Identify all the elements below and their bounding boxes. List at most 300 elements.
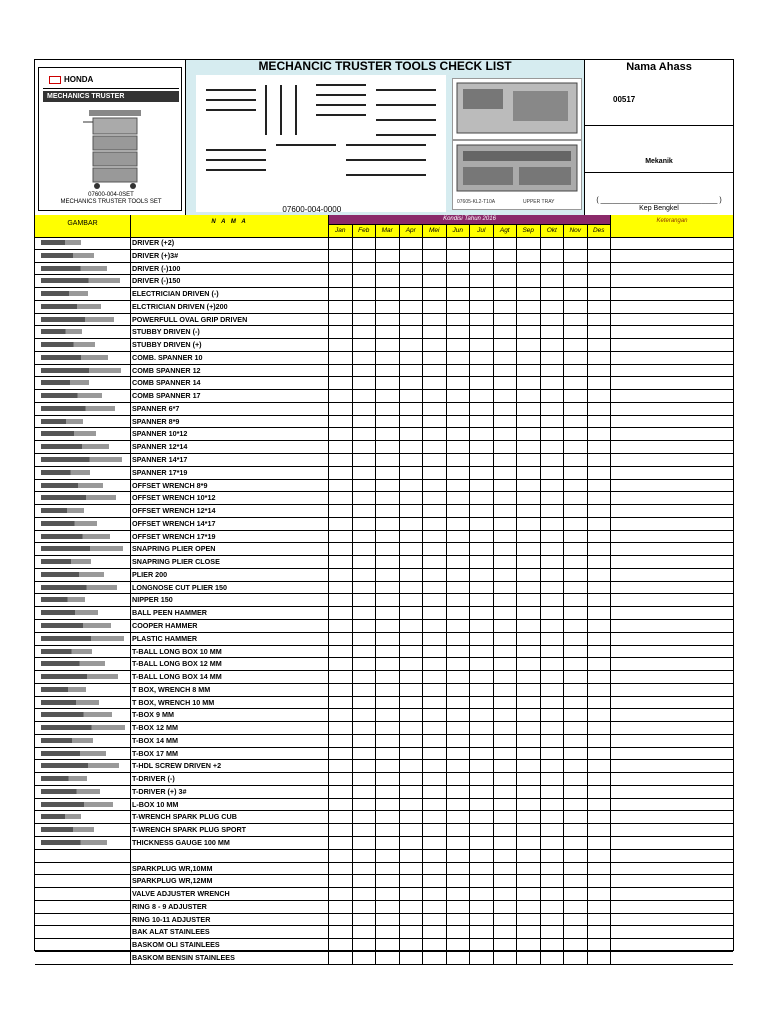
keterangan-cell[interactable] <box>611 620 733 632</box>
keterangan-cell[interactable] <box>611 582 733 594</box>
month-check-cell[interactable] <box>470 760 494 772</box>
month-check-cell[interactable] <box>353 301 377 313</box>
month-check-cell[interactable] <box>517 454 541 466</box>
month-check-cell[interactable] <box>329 926 353 938</box>
month-check-cell[interactable] <box>541 926 565 938</box>
keterangan-cell[interactable] <box>611 428 733 440</box>
month-check-cell[interactable] <box>541 275 565 287</box>
month-check-cell[interactable] <box>423 658 447 670</box>
month-check-cell[interactable] <box>376 888 400 900</box>
month-check-cell[interactable] <box>447 620 471 632</box>
month-check-cell[interactable] <box>353 799 377 811</box>
month-check-cell[interactable] <box>400 569 424 581</box>
month-check-cell[interactable] <box>588 454 612 466</box>
month-check-cell[interactable] <box>353 556 377 568</box>
month-check-cell[interactable] <box>494 863 518 875</box>
month-check-cell[interactable] <box>329 288 353 300</box>
keterangan-cell[interactable] <box>611 773 733 785</box>
month-check-cell[interactable] <box>517 952 541 964</box>
month-check-cell[interactable] <box>588 377 612 389</box>
month-check-cell[interactable] <box>353 850 377 862</box>
month-check-cell[interactable] <box>541 403 565 415</box>
keterangan-cell[interactable] <box>611 263 733 275</box>
month-check-cell[interactable] <box>423 531 447 543</box>
month-check-cell[interactable] <box>564 582 588 594</box>
month-check-cell[interactable] <box>376 658 400 670</box>
month-check-cell[interactable] <box>494 569 518 581</box>
month-check-cell[interactable] <box>376 952 400 964</box>
month-check-cell[interactable] <box>470 658 494 670</box>
month-check-cell[interactable] <box>329 773 353 785</box>
month-check-cell[interactable] <box>494 454 518 466</box>
month-check-cell[interactable] <box>494 875 518 887</box>
month-check-cell[interactable] <box>564 403 588 415</box>
keterangan-cell[interactable] <box>611 339 733 351</box>
month-check-cell[interactable] <box>494 646 518 658</box>
month-check-cell[interactable] <box>400 863 424 875</box>
month-check-cell[interactable] <box>541 875 565 887</box>
month-check-cell[interactable] <box>329 760 353 772</box>
month-check-cell[interactable] <box>494 518 518 530</box>
month-check-cell[interactable] <box>376 901 400 913</box>
month-check-cell[interactable] <box>353 531 377 543</box>
month-check-cell[interactable] <box>353 288 377 300</box>
month-check-cell[interactable] <box>588 773 612 785</box>
month-check-cell[interactable] <box>541 531 565 543</box>
month-check-cell[interactable] <box>517 467 541 479</box>
month-check-cell[interactable] <box>400 914 424 926</box>
month-check-cell[interactable] <box>353 709 377 721</box>
month-check-cell[interactable] <box>517 339 541 351</box>
keterangan-cell[interactable] <box>611 658 733 670</box>
month-check-cell[interactable] <box>494 760 518 772</box>
month-check-cell[interactable] <box>517 646 541 658</box>
month-check-cell[interactable] <box>376 811 400 823</box>
month-check-cell[interactable] <box>470 620 494 632</box>
month-check-cell[interactable] <box>588 365 612 377</box>
month-check-cell[interactable] <box>423 760 447 772</box>
month-check-cell[interactable] <box>541 939 565 951</box>
month-check-cell[interactable] <box>447 314 471 326</box>
month-check-cell[interactable] <box>423 467 447 479</box>
keterangan-cell[interactable] <box>611 875 733 887</box>
month-check-cell[interactable] <box>423 314 447 326</box>
month-check-cell[interactable] <box>470 339 494 351</box>
month-check-cell[interactable] <box>517 250 541 262</box>
month-check-cell[interactable] <box>447 760 471 772</box>
month-check-cell[interactable] <box>470 326 494 338</box>
month-check-cell[interactable] <box>376 301 400 313</box>
month-check-cell[interactable] <box>353 837 377 849</box>
month-check-cell[interactable] <box>517 263 541 275</box>
month-check-cell[interactable] <box>588 301 612 313</box>
month-check-cell[interactable] <box>400 326 424 338</box>
month-check-cell[interactable] <box>423 875 447 887</box>
month-check-cell[interactable] <box>541 518 565 530</box>
month-check-cell[interactable] <box>329 428 353 440</box>
month-check-cell[interactable] <box>541 428 565 440</box>
month-check-cell[interactable] <box>423 926 447 938</box>
month-check-cell[interactable] <box>423 748 447 760</box>
month-check-cell[interactable] <box>423 863 447 875</box>
month-check-cell[interactable] <box>494 352 518 364</box>
month-check-cell[interactable] <box>400 850 424 862</box>
month-check-cell[interactable] <box>447 569 471 581</box>
month-check-cell[interactable] <box>400 594 424 606</box>
month-check-cell[interactable] <box>400 671 424 683</box>
month-check-cell[interactable] <box>541 760 565 772</box>
month-check-cell[interactable] <box>517 390 541 402</box>
month-check-cell[interactable] <box>376 607 400 619</box>
month-check-cell[interactable] <box>470 569 494 581</box>
month-check-cell[interactable] <box>423 505 447 517</box>
month-check-cell[interactable] <box>494 390 518 402</box>
month-check-cell[interactable] <box>588 314 612 326</box>
month-check-cell[interactable] <box>353 914 377 926</box>
month-check-cell[interactable] <box>376 237 400 249</box>
month-check-cell[interactable] <box>423 837 447 849</box>
month-check-cell[interactable] <box>447 735 471 747</box>
month-check-cell[interactable] <box>353 441 377 453</box>
month-check-cell[interactable] <box>541 646 565 658</box>
month-check-cell[interactable] <box>494 658 518 670</box>
month-check-cell[interactable] <box>470 377 494 389</box>
month-check-cell[interactable] <box>494 888 518 900</box>
keterangan-cell[interactable] <box>611 594 733 606</box>
month-check-cell[interactable] <box>329 658 353 670</box>
month-check-cell[interactable] <box>564 863 588 875</box>
month-check-cell[interactable] <box>329 569 353 581</box>
month-check-cell[interactable] <box>588 582 612 594</box>
month-check-cell[interactable] <box>588 518 612 530</box>
month-check-cell[interactable] <box>329 518 353 530</box>
month-check-cell[interactable] <box>564 748 588 760</box>
month-check-cell[interactable] <box>423 888 447 900</box>
keterangan-cell[interactable] <box>611 607 733 619</box>
month-check-cell[interactable] <box>564 850 588 862</box>
month-check-cell[interactable] <box>400 543 424 555</box>
month-check-cell[interactable] <box>517 416 541 428</box>
month-check-cell[interactable] <box>470 888 494 900</box>
month-check-cell[interactable] <box>329 697 353 709</box>
month-check-cell[interactable] <box>470 301 494 313</box>
month-check-cell[interactable] <box>376 403 400 415</box>
month-check-cell[interactable] <box>470 250 494 262</box>
month-check-cell[interactable] <box>541 556 565 568</box>
month-check-cell[interactable] <box>376 339 400 351</box>
month-check-cell[interactable] <box>376 454 400 466</box>
month-check-cell[interactable] <box>353 390 377 402</box>
month-check-cell[interactable] <box>400 314 424 326</box>
month-check-cell[interactable] <box>329 301 353 313</box>
month-check-cell[interactable] <box>564 875 588 887</box>
month-check-cell[interactable] <box>400 735 424 747</box>
month-check-cell[interactable] <box>400 467 424 479</box>
month-check-cell[interactable] <box>494 326 518 338</box>
keterangan-cell[interactable] <box>611 633 733 645</box>
month-check-cell[interactable] <box>494 620 518 632</box>
keterangan-cell[interactable] <box>611 390 733 402</box>
month-check-cell[interactable] <box>329 352 353 364</box>
month-check-cell[interactable] <box>541 888 565 900</box>
month-check-cell[interactable] <box>400 288 424 300</box>
month-check-cell[interactable] <box>494 594 518 606</box>
month-check-cell[interactable] <box>470 237 494 249</box>
month-check-cell[interactable] <box>588 888 612 900</box>
month-check-cell[interactable] <box>588 607 612 619</box>
month-check-cell[interactable] <box>494 480 518 492</box>
month-check-cell[interactable] <box>470 288 494 300</box>
month-check-cell[interactable] <box>353 671 377 683</box>
month-check-cell[interactable] <box>494 811 518 823</box>
month-check-cell[interactable] <box>447 939 471 951</box>
month-check-cell[interactable] <box>517 837 541 849</box>
keterangan-cell[interactable] <box>611 811 733 823</box>
month-check-cell[interactable] <box>423 684 447 696</box>
month-check-cell[interactable] <box>494 492 518 504</box>
month-check-cell[interactable] <box>541 543 565 555</box>
month-check-cell[interactable] <box>329 735 353 747</box>
month-check-cell[interactable] <box>423 339 447 351</box>
month-check-cell[interactable] <box>588 748 612 760</box>
keterangan-cell[interactable] <box>611 365 733 377</box>
month-check-cell[interactable] <box>447 250 471 262</box>
month-check-cell[interactable] <box>588 722 612 734</box>
month-check-cell[interactable] <box>376 786 400 798</box>
month-check-cell[interactable] <box>353 543 377 555</box>
month-check-cell[interactable] <box>564 735 588 747</box>
month-check-cell[interactable] <box>400 760 424 772</box>
month-check-cell[interactable] <box>447 684 471 696</box>
keterangan-cell[interactable] <box>611 531 733 543</box>
month-check-cell[interactable] <box>353 505 377 517</box>
month-check-cell[interactable] <box>470 556 494 568</box>
month-check-cell[interactable] <box>376 926 400 938</box>
month-check-cell[interactable] <box>423 811 447 823</box>
month-check-cell[interactable] <box>541 467 565 479</box>
month-check-cell[interactable] <box>353 760 377 772</box>
month-check-cell[interactable] <box>588 875 612 887</box>
month-check-cell[interactable] <box>353 352 377 364</box>
month-check-cell[interactable] <box>470 875 494 887</box>
month-check-cell[interactable] <box>353 467 377 479</box>
month-check-cell[interactable] <box>517 441 541 453</box>
month-check-cell[interactable] <box>400 952 424 964</box>
keterangan-cell[interactable] <box>611 760 733 772</box>
keterangan-cell[interactable] <box>611 722 733 734</box>
month-check-cell[interactable] <box>376 492 400 504</box>
month-check-cell[interactable] <box>541 850 565 862</box>
month-check-cell[interactable] <box>329 811 353 823</box>
month-check-cell[interactable] <box>353 875 377 887</box>
month-check-cell[interactable] <box>541 671 565 683</box>
month-check-cell[interactable] <box>517 760 541 772</box>
month-check-cell[interactable] <box>470 428 494 440</box>
month-check-cell[interactable] <box>447 837 471 849</box>
month-check-cell[interactable] <box>329 952 353 964</box>
month-check-cell[interactable] <box>470 314 494 326</box>
month-check-cell[interactable] <box>400 441 424 453</box>
month-check-cell[interactable] <box>376 428 400 440</box>
month-check-cell[interactable] <box>517 697 541 709</box>
month-check-cell[interactable] <box>376 467 400 479</box>
month-check-cell[interactable] <box>470 786 494 798</box>
month-check-cell[interactable] <box>353 377 377 389</box>
month-check-cell[interactable] <box>353 416 377 428</box>
month-check-cell[interactable] <box>329 799 353 811</box>
month-check-cell[interactable] <box>423 416 447 428</box>
month-check-cell[interactable] <box>588 352 612 364</box>
month-check-cell[interactable] <box>423 620 447 632</box>
month-check-cell[interactable] <box>541 748 565 760</box>
month-check-cell[interactable] <box>376 875 400 887</box>
month-check-cell[interactable] <box>541 658 565 670</box>
month-check-cell[interactable] <box>353 684 377 696</box>
month-check-cell[interactable] <box>400 824 424 836</box>
month-check-cell[interactable] <box>541 837 565 849</box>
month-check-cell[interactable] <box>400 633 424 645</box>
month-check-cell[interactable] <box>541 799 565 811</box>
month-check-cell[interactable] <box>517 735 541 747</box>
month-check-cell[interactable] <box>353 926 377 938</box>
keterangan-cell[interactable] <box>611 326 733 338</box>
month-check-cell[interactable] <box>564 901 588 913</box>
month-check-cell[interactable] <box>376 684 400 696</box>
month-check-cell[interactable] <box>517 518 541 530</box>
month-check-cell[interactable] <box>400 901 424 913</box>
month-check-cell[interactable] <box>376 799 400 811</box>
month-check-cell[interactable] <box>376 556 400 568</box>
month-check-cell[interactable] <box>517 709 541 721</box>
month-check-cell[interactable] <box>447 773 471 785</box>
month-check-cell[interactable] <box>329 480 353 492</box>
month-check-cell[interactable] <box>329 467 353 479</box>
month-check-cell[interactable] <box>541 454 565 466</box>
month-check-cell[interactable] <box>494 671 518 683</box>
month-check-cell[interactable] <box>376 326 400 338</box>
month-check-cell[interactable] <box>588 288 612 300</box>
month-check-cell[interactable] <box>470 492 494 504</box>
month-check-cell[interactable] <box>376 531 400 543</box>
month-check-cell[interactable] <box>517 275 541 287</box>
month-check-cell[interactable] <box>329 339 353 351</box>
month-check-cell[interactable] <box>564 684 588 696</box>
month-check-cell[interactable] <box>376 352 400 364</box>
month-check-cell[interactable] <box>376 250 400 262</box>
month-check-cell[interactable] <box>470 594 494 606</box>
keterangan-cell[interactable] <box>611 888 733 900</box>
month-check-cell[interactable] <box>588 492 612 504</box>
month-check-cell[interactable] <box>423 824 447 836</box>
keterangan-cell[interactable] <box>611 824 733 836</box>
month-check-cell[interactable] <box>541 492 565 504</box>
month-check-cell[interactable] <box>400 748 424 760</box>
month-check-cell[interactable] <box>470 416 494 428</box>
month-check-cell[interactable] <box>494 901 518 913</box>
month-check-cell[interactable] <box>447 377 471 389</box>
month-check-cell[interactable] <box>423 850 447 862</box>
month-check-cell[interactable] <box>588 863 612 875</box>
month-check-cell[interactable] <box>376 390 400 402</box>
month-check-cell[interactable] <box>541 633 565 645</box>
month-check-cell[interactable] <box>470 582 494 594</box>
month-check-cell[interactable] <box>588 684 612 696</box>
month-check-cell[interactable] <box>494 837 518 849</box>
month-check-cell[interactable] <box>588 237 612 249</box>
month-check-cell[interactable] <box>329 594 353 606</box>
month-check-cell[interactable] <box>447 326 471 338</box>
month-check-cell[interactable] <box>329 875 353 887</box>
month-check-cell[interactable] <box>541 773 565 785</box>
month-check-cell[interactable] <box>470 850 494 862</box>
month-check-cell[interactable] <box>541 441 565 453</box>
month-check-cell[interactable] <box>564 454 588 466</box>
month-check-cell[interactable] <box>564 492 588 504</box>
keterangan-cell[interactable] <box>611 416 733 428</box>
month-check-cell[interactable] <box>447 480 471 492</box>
month-check-cell[interactable] <box>588 914 612 926</box>
keterangan-cell[interactable] <box>611 505 733 517</box>
month-check-cell[interactable] <box>447 875 471 887</box>
month-check-cell[interactable] <box>564 722 588 734</box>
month-check-cell[interactable] <box>353 492 377 504</box>
month-check-cell[interactable] <box>447 952 471 964</box>
month-check-cell[interactable] <box>376 850 400 862</box>
month-check-cell[interactable] <box>470 454 494 466</box>
keterangan-cell[interactable] <box>611 480 733 492</box>
month-check-cell[interactable] <box>494 684 518 696</box>
month-check-cell[interactable] <box>447 275 471 287</box>
month-check-cell[interactable] <box>353 326 377 338</box>
month-check-cell[interactable] <box>494 339 518 351</box>
month-check-cell[interactable] <box>423 288 447 300</box>
month-check-cell[interactable] <box>353 454 377 466</box>
month-check-cell[interactable] <box>470 390 494 402</box>
month-check-cell[interactable] <box>353 773 377 785</box>
month-check-cell[interactable] <box>376 594 400 606</box>
month-check-cell[interactable] <box>376 671 400 683</box>
month-check-cell[interactable] <box>470 697 494 709</box>
month-check-cell[interactable] <box>588 901 612 913</box>
month-check-cell[interactable] <box>353 748 377 760</box>
keterangan-cell[interactable] <box>611 786 733 798</box>
month-check-cell[interactable] <box>353 607 377 619</box>
month-check-cell[interactable] <box>564 416 588 428</box>
month-check-cell[interactable] <box>470 952 494 964</box>
month-check-cell[interactable] <box>353 314 377 326</box>
month-check-cell[interactable] <box>564 620 588 632</box>
month-check-cell[interactable] <box>494 697 518 709</box>
month-check-cell[interactable] <box>494 735 518 747</box>
keterangan-cell[interactable] <box>611 250 733 262</box>
month-check-cell[interactable] <box>564 505 588 517</box>
month-check-cell[interactable] <box>541 594 565 606</box>
month-check-cell[interactable] <box>564 569 588 581</box>
month-check-cell[interactable] <box>564 658 588 670</box>
month-check-cell[interactable] <box>423 275 447 287</box>
month-check-cell[interactable] <box>447 594 471 606</box>
month-check-cell[interactable] <box>400 684 424 696</box>
month-check-cell[interactable] <box>541 914 565 926</box>
month-check-cell[interactable] <box>353 237 377 249</box>
month-check-cell[interactable] <box>353 658 377 670</box>
month-check-cell[interactable] <box>376 633 400 645</box>
month-check-cell[interactable] <box>423 454 447 466</box>
month-check-cell[interactable] <box>541 301 565 313</box>
month-check-cell[interactable] <box>564 952 588 964</box>
month-check-cell[interactable] <box>423 403 447 415</box>
month-check-cell[interactable] <box>353 888 377 900</box>
